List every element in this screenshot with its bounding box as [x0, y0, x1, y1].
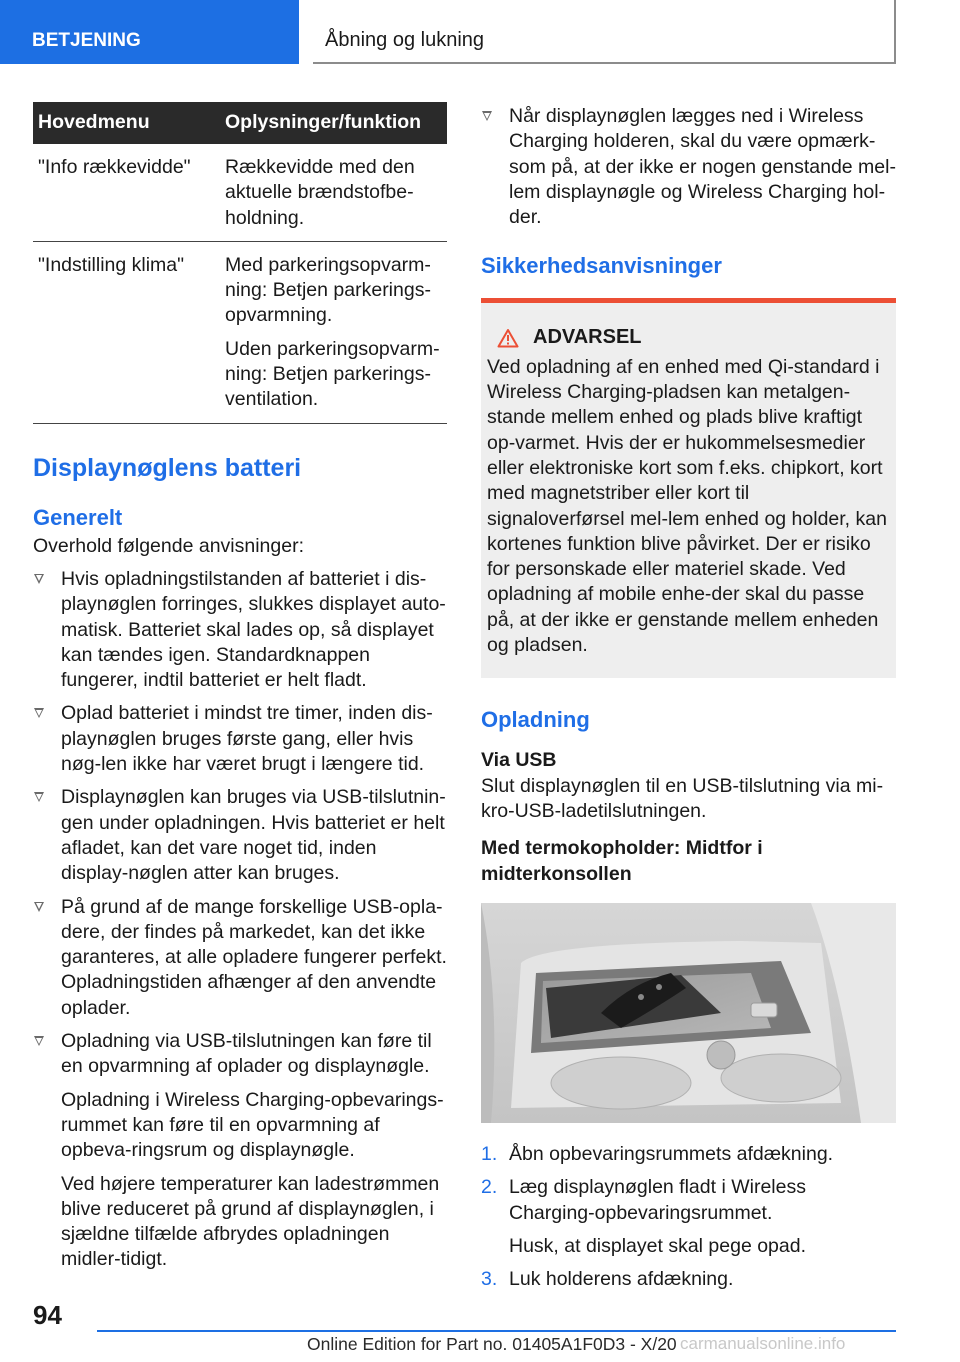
list-item-text: Opladning via USB-tilslutningen kan føre til en opvarmning af oplader og displaynøgle. — [61, 1030, 432, 1078]
warning-text: Ved opladning af en enhed med Qi-standard i Wireless Charging-pladsen kan metalgen-stande mellem enhed og plads blive kraftigt op-varmet. Hvis der er hukommelsesmedier eller elektroniske kort som f.eks. chipkort, kort med magnetstriber eller kort til signaloverførsel mel-lem enhed og holder, kan kortenes funktion blive påvirket. Der er risiko for personskade eller materiel skade. Ved opladning af mobile enhe-der skal du passe på, at der ikke er genstande mellem enheden og pladsen. — [487, 355, 887, 657]
safety-title: Sikkerhedsanvisninger — [481, 253, 722, 279]
list-item — [481, 1142, 896, 1167]
battery-title: Displaynøglens batteri — [33, 453, 302, 482]
step-text: Læg displaynøglen fladt i Wireless Charging-opbevaringsrummet. — [509, 1176, 806, 1224]
header-chapter-label: Åbning og lukning — [325, 29, 485, 51]
page-number: 94 — [33, 1300, 62, 1330]
warning-label: ADVARSEL — [533, 326, 642, 349]
list-item — [33, 1029, 447, 1273]
watermark: carmanualsonline.info — [680, 1334, 846, 1353]
list-item-text: Opladning i Wireless Charging-opbevarings-rummet kan føre til en opvarmning af opbeva-ringsrum og displaynøgle. — [61, 1088, 444, 1162]
left-column — [33, 102, 447, 1281]
list-item — [33, 895, 447, 1021]
step-text: Åbn opbevaringsrummets afdækning. — [509, 1143, 834, 1166]
triangle-bullet-icon — [482, 111, 492, 121]
console-photo — [481, 903, 896, 1123]
table-cell-text: Uden parkeringsopvarm-ning: Betjen parkerings-ventilation. — [225, 337, 440, 411]
table-header-info: Oplysninger/funktion — [220, 102, 447, 144]
list-item — [33, 785, 447, 886]
table-header-menu: Hovedmenu — [33, 102, 220, 144]
list-item — [33, 567, 447, 693]
triangle-bullet-icon — [34, 1036, 44, 1046]
list-item-text: Oplad batteriet i mindst tre timer, inden dis-playnøglen bruges første gang, eller hvis nøg-len ikke har været brugt i længere tid. — [61, 702, 433, 776]
triangle-bullet-icon — [34, 708, 44, 718]
table-row — [33, 144, 447, 241]
battery-list — [33, 567, 447, 1273]
header-chapter — [313, 0, 896, 64]
list-item-text: Når displaynøglen lægges ned i Wireless Charging holderen, skal du være opmærk-som på, at der ikke er nogen genstande mel-lem displaynøgle og Wireless Charging hol-der. — [509, 105, 896, 229]
step-number: 3. — [481, 1268, 498, 1291]
triangle-bullet-icon — [34, 574, 44, 584]
list-item-text: På grund af de mange forskellige USB-opla-dere, der findes på markedet, kan det ikke garanteres, at alle opladere fungerer perfekt. Opladningstiden afhænger af den anvendte oplader. — [61, 895, 447, 1019]
table-cell-menu: "Indstilling klima" — [33, 241, 220, 423]
usb-title: Via USB — [481, 749, 557, 772]
table-row — [33, 241, 447, 423]
menu-table — [33, 102, 447, 424]
list-item-text: Displaynøglen kan bruges via USB-tilslutnin-gen under opladningen. Hvis batteriet er helt afladet, kan det vare noget tid, inden display-nøglen atter kan bruges. — [61, 786, 446, 885]
table-header-row — [33, 102, 447, 144]
usb-text: Slut displaynøglen til en USB-tilslutning via mi-kro-USB-ladetilslutningen. — [481, 774, 884, 822]
step-number: 1. — [481, 1143, 498, 1166]
step-text: Husk, at displayet skal pege opad. — [509, 1235, 807, 1258]
table-cell-text: Rækkevidde med den aktuelle brændstofbe-holdning. — [225, 156, 415, 229]
header-section — [0, 0, 299, 64]
table-cell-info — [220, 144, 447, 241]
warning-header — [487, 325, 890, 350]
list-item — [481, 1267, 896, 1292]
table-cell-info — [220, 241, 447, 423]
triangle-bullet-icon — [34, 792, 44, 802]
header-section-label: BETJENING — [32, 30, 141, 51]
warning-box — [481, 298, 896, 678]
step-text: Luk holderens afdækning. — [509, 1268, 734, 1291]
wireless-list — [481, 104, 896, 230]
list-item — [33, 701, 447, 777]
step-number: 2. — [481, 1176, 498, 1199]
right-column — [481, 102, 896, 1301]
holder-title: Med termokopholder: Midtfor i midterkonsollen — [481, 837, 763, 885]
list-item — [481, 1175, 896, 1259]
steps-list — [481, 1142, 896, 1292]
general-title: Generelt — [33, 504, 123, 530]
warning-triangle-icon — [497, 328, 519, 348]
list-item — [481, 104, 896, 230]
list-item-text: Hvis opladningstilstanden af batteriet i dis-playnøglen forringes, slukkes displayet auto-matisk. Batteriet skal lades op, så displayet kan tændes igen. Standardknappen fungerer, indtil batteriet er helt fladt. — [61, 567, 446, 692]
footer-divider — [97, 1330, 896, 1332]
triangle-bullet-icon — [34, 902, 44, 912]
table-cell-text: Med parkeringsopvarm-ning: Betjen parkerings-opvarmning. — [225, 253, 431, 327]
footer-edition: Online Edition for Part no. 01405A1F0D3 - X/20 — [307, 1334, 677, 1354]
charging-title: Opladning — [481, 707, 590, 733]
battery-intro: Overhold følgende anvisninger: — [33, 534, 304, 557]
table-cell-menu: "Info rækkevidde" — [33, 144, 220, 241]
list-item-text: Ved højere temperaturer kan ladestrømmen blive reduceret på grund af displaynøglen, i sjældne tilfælde afbrydes opladningen midler-tidigt. — [61, 1172, 440, 1271]
